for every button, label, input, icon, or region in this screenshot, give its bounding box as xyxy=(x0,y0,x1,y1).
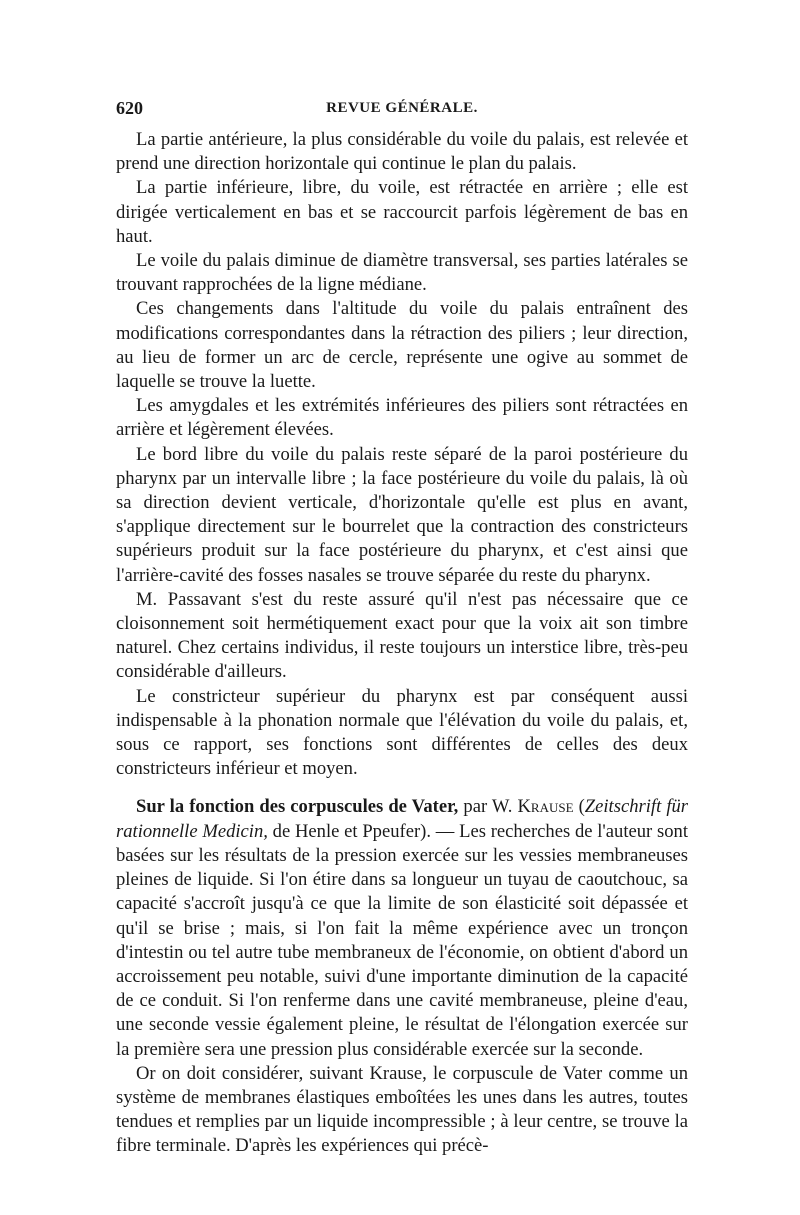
article-byline-text: par W. xyxy=(458,796,518,818)
article-intro-paragraph xyxy=(116,795,688,1061)
article-title: Sur la fonction des corpuscules de Vater, xyxy=(136,796,459,818)
paragraph: La partie inférieure, libre, du voile, est rétractée en arrière ; elle est dirigée verticalement en bas et se raccourcit parfois légèrement de bas en haut. xyxy=(116,177,688,247)
paragraph: Le constricteur supérieur du pharynx est par conséquent aussi indispensable à la phonation normale que l'élévation du voile du palais, et, sous ce rapport, ses fonctions sont différentes de celles des deux constricteurs inférieur et moyen. xyxy=(116,685,688,780)
paragraph: Le bord libre du voile du palais reste séparé de la paroi postérieure du pharynx par un intervalle libre ; la face postérieure du voile du palais, là où sa direction devient verticale, d'horizontale qu'elle est plus en avant, s'applique directement sur le bourrelet que la contraction des constricteurs supérieurs produit sur la face postérieure du pharynx, et c'est ainsi que l'arrière-cavité des fosses nasales se trouve séparée du reste du pharynx. xyxy=(116,443,688,586)
journal-name: Zeitschrift für rationnelle Medicin, xyxy=(116,796,689,842)
article-body-text: de Henle et Ppeufer). — Les recherches de l'auteur sont basées sur les résultats de la pression exercée sur les vessies membraneuses pleines de liquide. Si l'on étire dans sa longueur un tuyau de caoutchouc, sa capacité s'accroît jusqu'à ce que la limite de son élasticité soit dépassée et qu'il se brise ; mais, si l'on fait la même expérience avec un tronçon d'intestin ou tel autre tube membraneux de l'économie, on obtient d'abord un accroissement peu notable, suivi d'une importante diminution de la capacité de ce conduit. Si l'on renferme dans une cavité membraneuse, pleine d'eau, une seconde vessie également pleine, le résultat de l'élongation exercée sur la première sera une pression plus considérable exercée sur la seconde. xyxy=(116,820,688,1060)
paragraph: M. Passavant s'est du reste assuré qu'il n'est pas nécessaire que ce cloisonnement soit hermétiquement exact pour que la voix ait son timbre naturel. Chez certains individus, il reste toujours un interstice libre, très-peu considérable d'ailleurs. xyxy=(116,588,688,683)
paragraph: Ces changements dans l'altitude du voile du palais entraînent des modifications correspondantes dans la rétraction des piliers ; leur direction, au lieu de former un arc de cercle, représente une ogive au sommet de laquelle se trouve la luette. xyxy=(116,298,688,393)
page-number: 620 xyxy=(116,98,143,118)
paragraph: Le voile du palais diminue de diamètre transversal, ses parties latérales se trouvant rapprochées de la ligne médiane. xyxy=(116,250,688,296)
page-header xyxy=(116,98,688,128)
paragraph: Les amygdales et les extrémités inférieures des piliers sont rétractées en arrière et légèrement élevées. xyxy=(116,395,688,441)
paragraph: Or on doit considérer, suivant Krause, le corpuscule de Vater comme un système de membranes élastiques emboîtées les unes dans les autres, toutes tendues et remplies par un liquide incompressible ; à leur centre, se trouve la fibre terminale. D'après les expériences qui précè- xyxy=(116,1062,688,1157)
section-gap xyxy=(116,781,688,795)
body-text xyxy=(116,128,688,1159)
paragraph: La partie antérieure, la plus considérable du voile du palais, est relevée et prend une direction horizontale qui continue le plan du palais. xyxy=(116,129,688,175)
article-open-paren: ( xyxy=(573,796,585,818)
running-head: REVUE GÉNÉRALE. xyxy=(326,100,478,116)
article-author: Krause xyxy=(517,796,574,818)
